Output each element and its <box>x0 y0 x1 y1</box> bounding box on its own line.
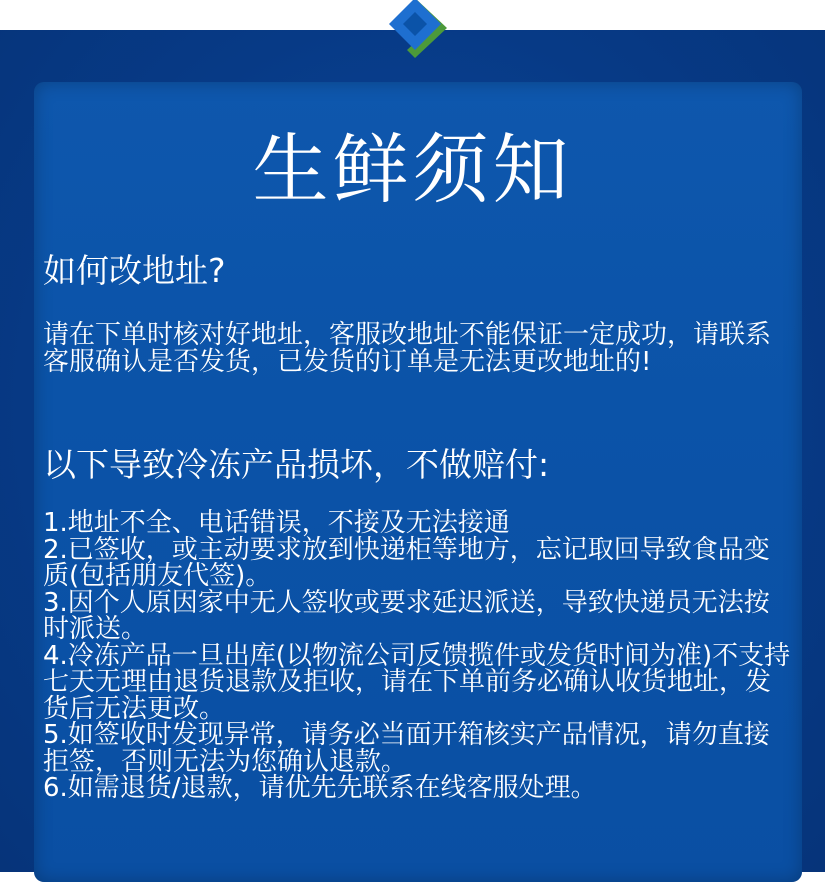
list-item: 1.地址不全、电话错误，不接及无法接通 <box>43 508 510 538</box>
list-item: 5.如签收时发现异常，请务必当面开箱核实产品情况，请勿直接拒签，否则无法为您确认退款。 <box>43 720 770 777</box>
page-title: 生鲜须知 <box>252 125 573 214</box>
address-body: 请在下单时核对好地址，客服改地址不能保证一定成功，请联系客服确认是否发货，已发货的订单是无法更改地址的! <box>43 320 772 377</box>
list-item: 2.已签收，或主动要求放到快递柜等地方，忘记取回导致食品变质(包括朋友代签)。 <box>43 534 770 591</box>
list-item: 3.因个人原因家中无人签收或要求延迟派送，导致快递员无法按时派送。 <box>43 587 770 644</box>
address-heading: 如何改地址? <box>43 251 226 290</box>
list-item: 6.如需退货/退款，请优先先联系在线客服处理。 <box>43 773 597 803</box>
damage-heading: 以下导致冷冻产品损坏，不做赔付: <box>43 445 550 484</box>
diamond-logo-icon <box>381 0 449 58</box>
damage-list <box>43 510 795 802</box>
list-item: 4.冷冻产品一旦出库(以物流公司反馈揽件或发货时间为准)不支持七天无理由退货退款及拒收，请在下单前务必确认收货地址，发货后无法更改。 <box>43 640 791 724</box>
